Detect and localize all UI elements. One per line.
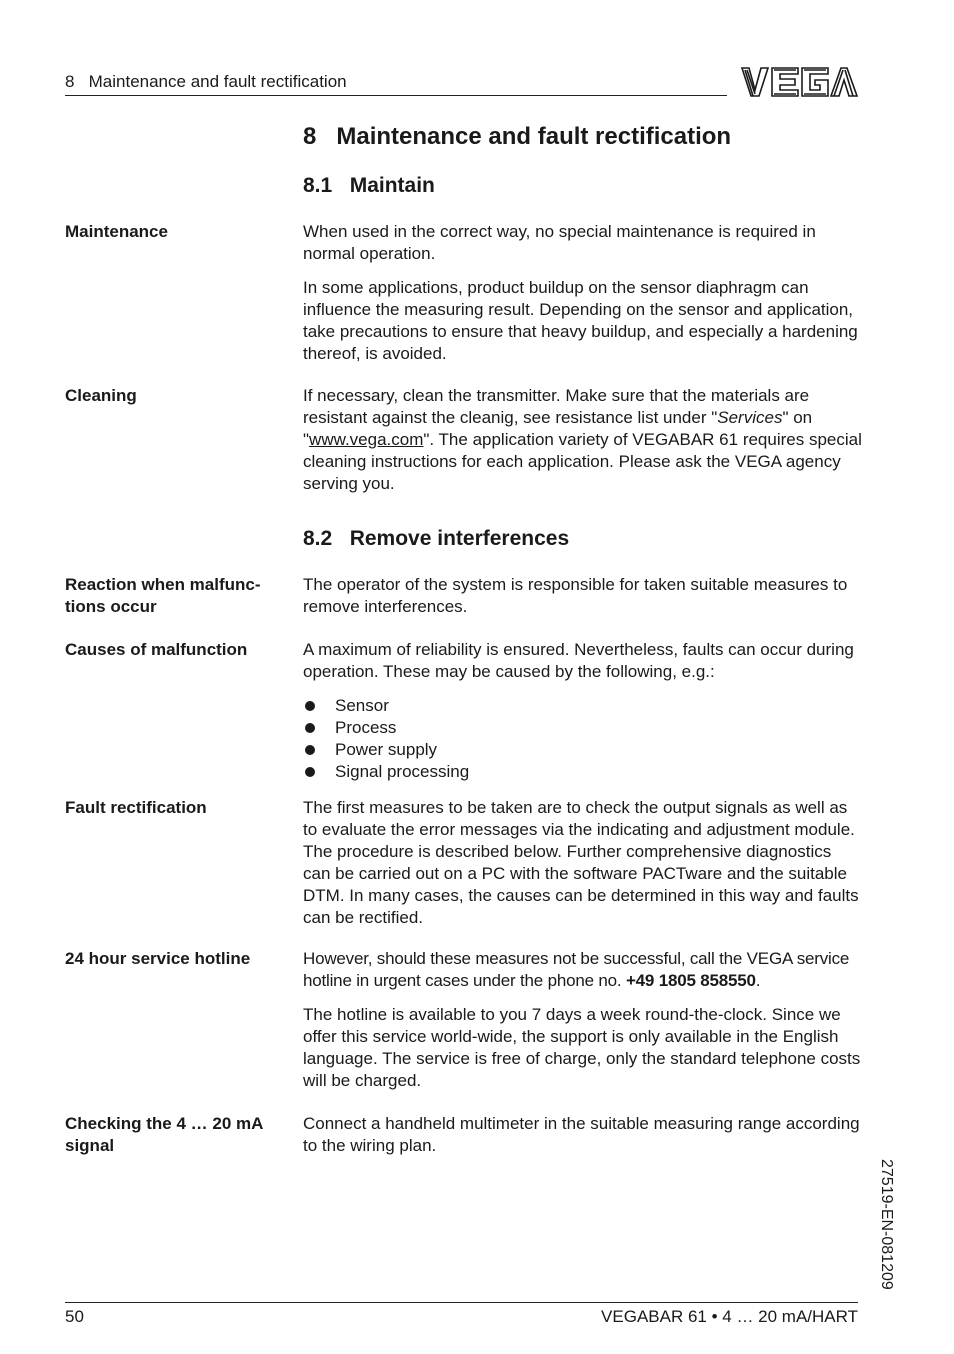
svg-text:27519-EN-081209: 27519-EN-081209 (878, 1159, 895, 1290)
document-code (842, 1157, 902, 1305)
label-service-hotline: 24 hour service hotline (65, 949, 251, 968)
checking-signal-paragraph: Connect a handheld multimeter in the suitable measuring range according to the wiring plan. (303, 1114, 860, 1155)
hotline-paragraph-1: However, should these measures not be successful, call the VEGA service hotline in urgent cases under the phone no. +49 1805 858550. (303, 949, 850, 990)
cleaning-text-3: ". The application variety of VEGABAR 61 requires special cleaning instructions for each application. Please ask the VEGA agency serving you. (303, 430, 862, 493)
list-item: Sensor (303, 695, 469, 717)
section-heading-8-2: 8.2 Remove interferences (303, 527, 570, 550)
bullet-icon (305, 767, 315, 777)
services-term: Services (717, 408, 783, 427)
footer-rule (65, 1302, 858, 1303)
causes-list (303, 695, 469, 783)
cleaning-text-2: " on " (303, 408, 813, 449)
bullet-icon (305, 745, 315, 755)
footer-product: VEGABAR 61 • 4 … 20 mA/HART (601, 1307, 858, 1326)
label-reaction-malfunctions: Reaction when malfunc-tions occur (65, 575, 261, 616)
header-rule (65, 95, 727, 96)
page-number: 50 (65, 1307, 84, 1326)
fault-rectification-paragraph: The first measures to be taken are to check the output signals as well as to evaluate the error messages via the indicating and adjustment module. The procedure is described below. Further comprehensive diagnostics can be carried out on a PC with the software PACTware and the suitable DTM. In many cases, the causes can be determined in this way and faults can be rectified. (303, 798, 859, 927)
chapter-title: 8 Maintenance and fault rectification (303, 123, 732, 150)
running-header: 8 Maintenance and fault rectification (65, 72, 347, 91)
cleaning-paragraph (303, 385, 863, 495)
maintenance-paragraph-1: When used in the correct way, no special maintenance is required in normal operation. (303, 222, 816, 263)
causes-paragraph: A maximum of reliability is ensured. Nevertheless, faults can occur during operation. These may be caused by the following, e.g.: (303, 640, 854, 681)
hotline-phone-number: +49 1805 858550 (625, 971, 756, 990)
list-item: Power supply (303, 739, 469, 761)
hotline-paragraph-2: The hotline is available to you 7 days a week round-the-clock. Since we offer this service world-wide, the support is only available in the English language. The service is free of charge, only the standard telephone costs will be charged. (303, 1005, 861, 1090)
vega-logo (740, 64, 858, 100)
label-maintenance: Maintenance (65, 222, 168, 241)
label-causes-malfunction: Causes of malfunction (65, 640, 248, 659)
vega-website-link[interactable]: www.vega.com (309, 430, 424, 449)
section-heading-8-1: 8.1 Maintain (303, 174, 435, 197)
bullet-icon (305, 701, 315, 711)
label-fault-rectification: Fault rectification (65, 798, 207, 817)
cleaning-text-1: If necessary, clean the transmitter. Make sure that the materials are resistant against the cleanig, see resistance list under " (303, 386, 810, 427)
reaction-paragraph: The operator of the system is responsible for taken suitable measures to remove interferences. (303, 575, 848, 616)
bullet-icon (305, 723, 315, 733)
list-item: Signal processing (303, 761, 469, 783)
label-checking-signal: Checking the 4 … 20 mA signal (65, 1114, 263, 1155)
list-item: Process (303, 717, 469, 739)
label-cleaning: Cleaning (65, 386, 137, 405)
maintenance-paragraph-2: In some applications, product buildup on the sensor diaphragm can influence the measuring result. Depending on the sensor and application, take precautions to ensure that heavy buildup, and especially a hardening thereof, is avoided. (303, 278, 858, 363)
